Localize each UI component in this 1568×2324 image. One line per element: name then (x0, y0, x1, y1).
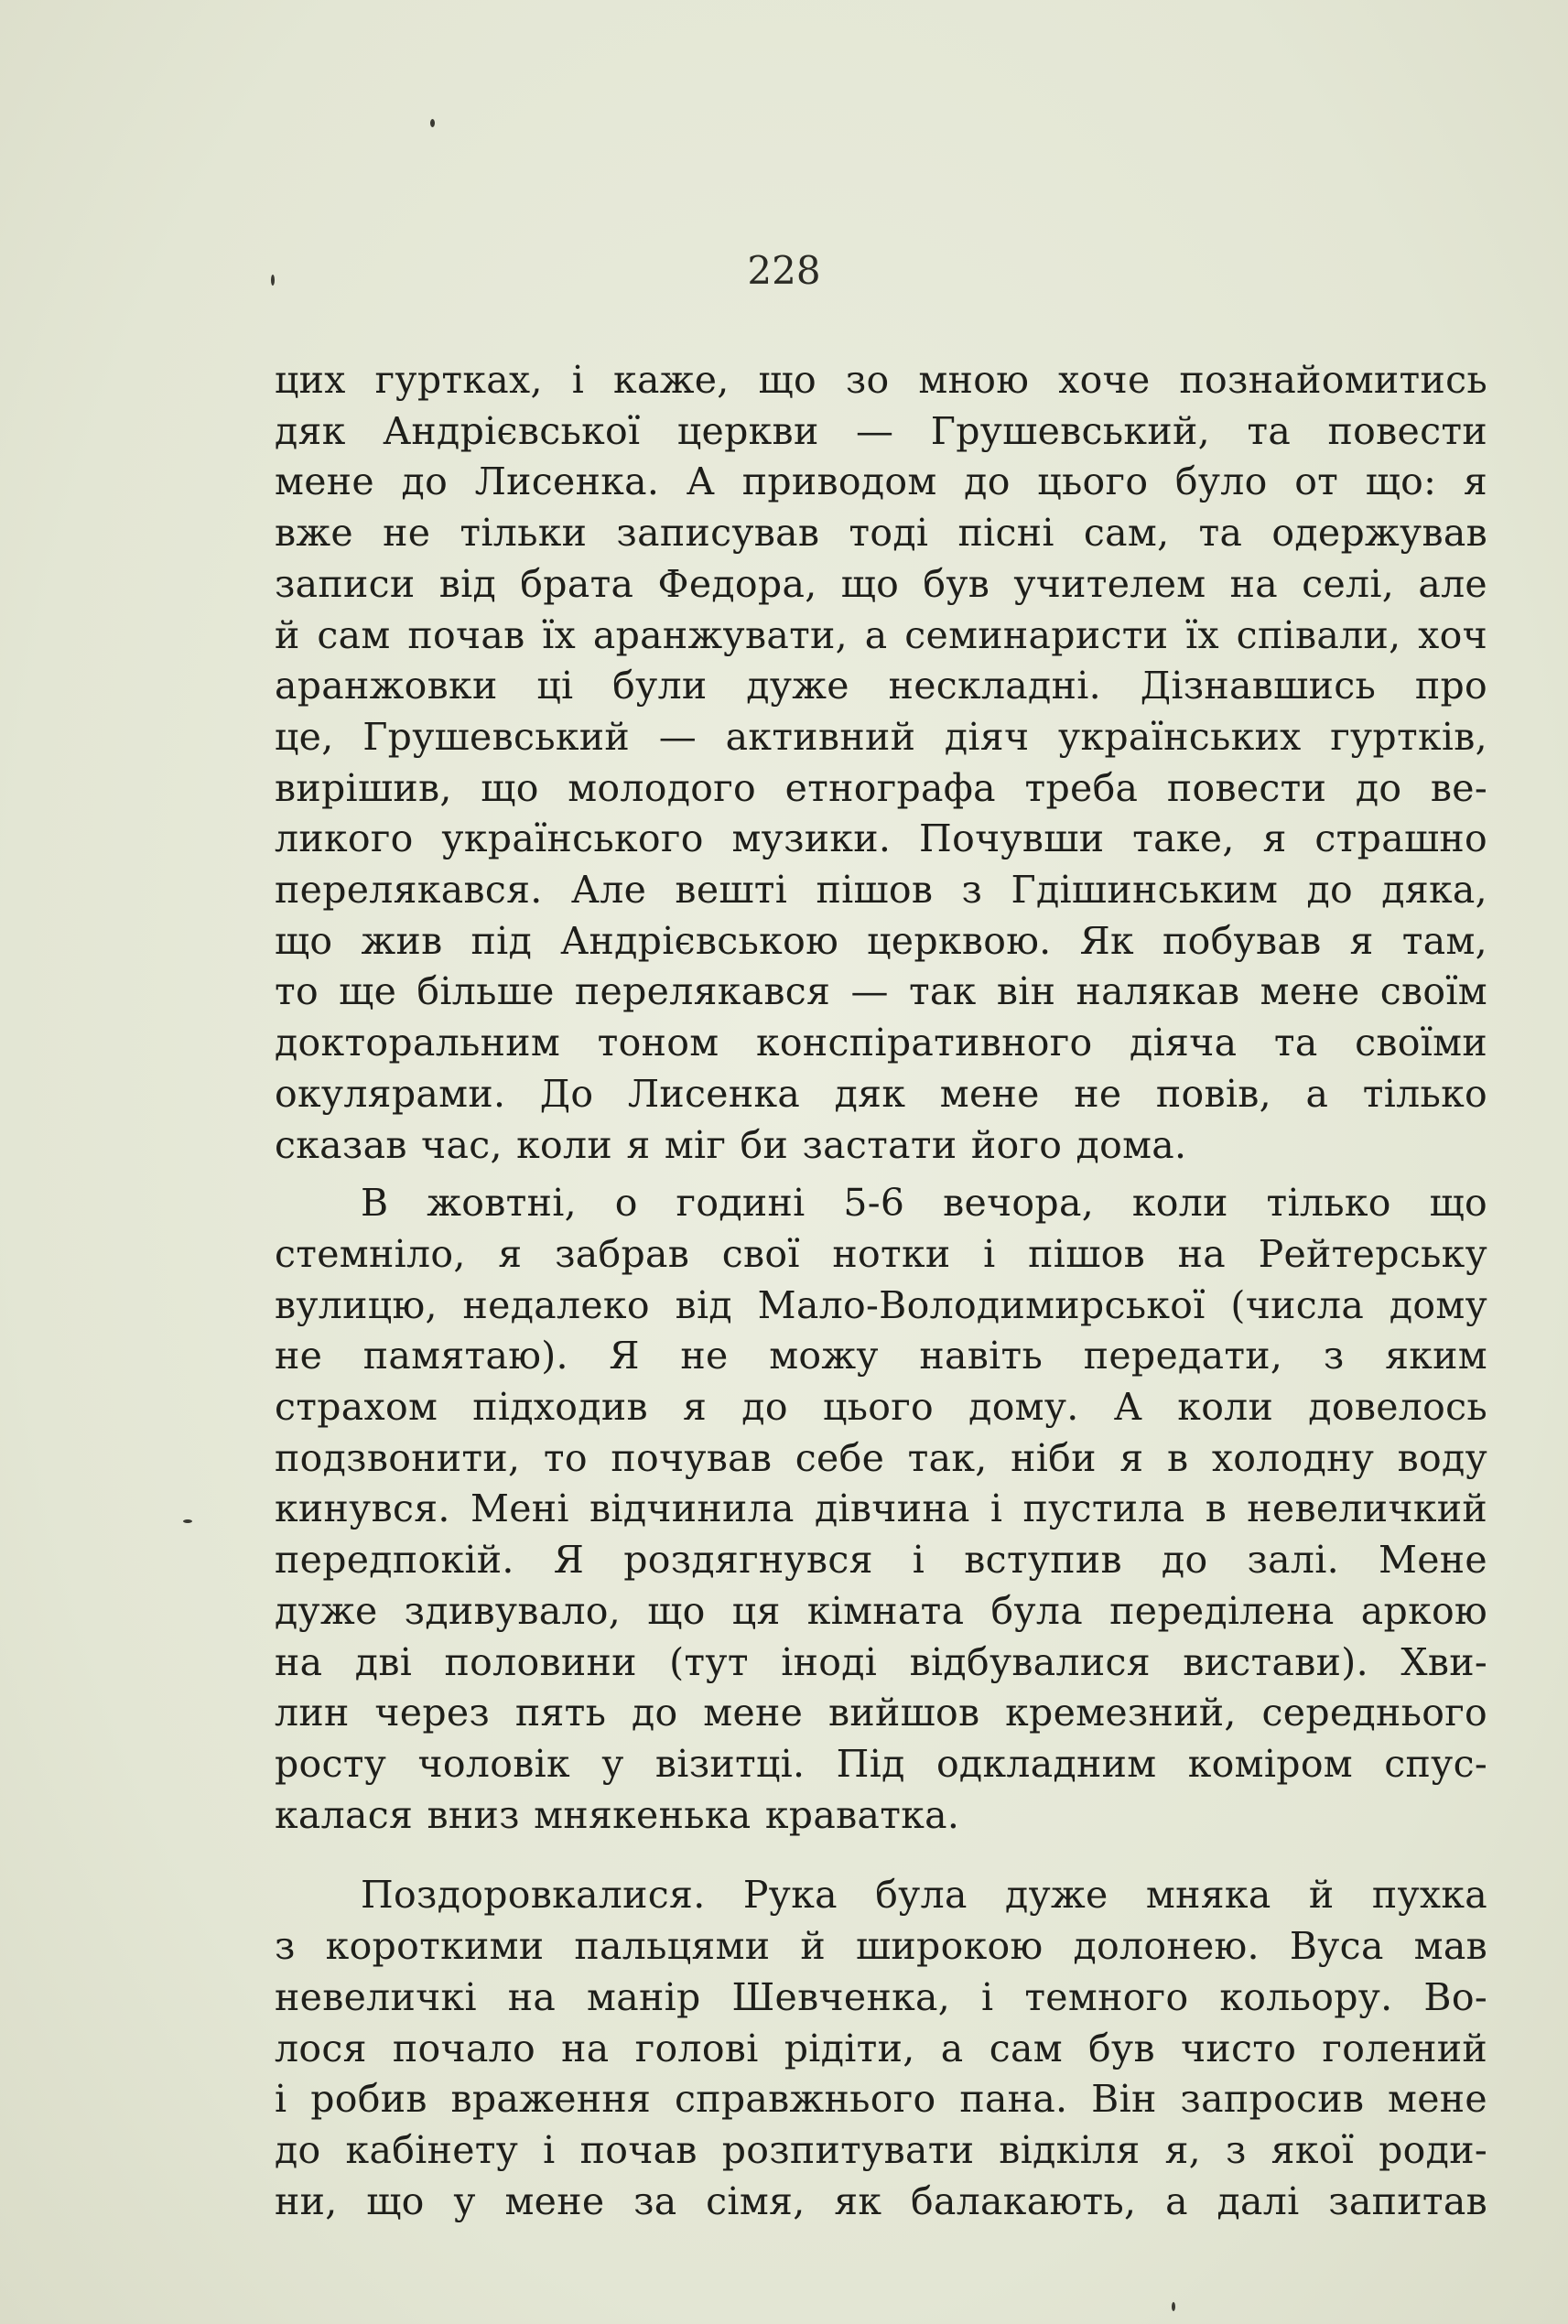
paragraph-3 (275, 1870, 1487, 2227)
text-line: записи від брата Федора, що був учителем на селі, але (275, 561, 1487, 606)
scan-speck (430, 119, 435, 127)
text-line: то ще більше перелякався — так він налякав мене своїм (275, 969, 1487, 1014)
text-line: мене до Лисенка. А приводом до цього було от що: я (275, 459, 1487, 504)
text-line: невеличкі на манір Шевченка, і темного кольору. Во- (275, 1974, 1487, 2019)
text-line: передпокій. Я роздягнувся і вступив до залі. Мене (275, 1538, 1487, 1583)
text-line: цих гуртках, і каже, що зо мною хоче познайомитись (275, 358, 1487, 402)
text-line: не памятаю). Я не можу навіть передати, з яким (275, 1334, 1487, 1378)
text-line: вирішив, що молодого етнографа треба повести до ве- (275, 765, 1487, 810)
text-line: Поздоровкалися. Рука була дуже мняка й пухка (361, 1873, 1487, 1918)
text-line: ни, що у мене за сімя, як балакають, а далі запитав (275, 2178, 1487, 2223)
text-line: й сам почав їх аранжувати, а семинаристи їх співали, хоч (275, 612, 1487, 657)
text-line: що жив під Андрієвською церквою. Як побував я там, (275, 918, 1487, 963)
text-line: ликого українського музики. Почувши таке, я страшно (275, 816, 1487, 861)
text-line: подзвонити, то почував себе так, ніби я в холодну воду (275, 1435, 1487, 1480)
text-line: аранжовки ці були дуже нескладні. Дізнавшись про (275, 664, 1487, 708)
text-line: перелякався. Але вешті пішов з Гдішинським до дяка, (275, 868, 1487, 913)
paragraph-2 (275, 1178, 1487, 1841)
text-line: з короткими пальцями й широкою долонею. Вуса мав (275, 1924, 1487, 1969)
scan-speck (1172, 2302, 1175, 2311)
text-line: і робив враження справжнього пана. Він запросив мене (275, 2077, 1487, 2122)
text-line: лин через пять до мене вийшов кремезний, середнього (275, 1691, 1487, 1735)
text-line: сказав час, коли я міг би застати його дома. (275, 1122, 1187, 1167)
text-line: кинувся. Мені відчинила дівчина і пустила в невеличкий (275, 1486, 1487, 1531)
scan-speck (183, 1519, 192, 1523)
text-line: дуже здивувало, що ця кімната була переділена аркою (275, 1588, 1487, 1633)
page-number: 228 (747, 248, 821, 293)
text-line: окулярами. До Лисенка дяк мене не повів, а тілько (275, 1071, 1487, 1116)
text-line: лося почало на голові рідіти, а сам був чисто голений (275, 2026, 1487, 2070)
text-line: росту чоловік у візитці. Під одкладним коміром спус- (275, 1741, 1487, 1786)
text-line: вже не тільки записував тоді пісні сам, та одержував (275, 511, 1487, 556)
body-text (275, 355, 1487, 2227)
text-line: дяк Андрієвської церкви — Грушевський, та повести (275, 408, 1487, 453)
text-line: вулицю, недалеко від Мало-Володимирської (числа дому (275, 1282, 1487, 1327)
text-line: страхом підходив я до цього дому. А коли довелось (275, 1385, 1487, 1430)
text-line: до кабінету і почав розпитувати відкіля я, з якої роди- (275, 2127, 1487, 2172)
paragraph-1 (275, 355, 1487, 1171)
text-line: В жовтні, о годині 5-6 вечора, коли тілько що (361, 1181, 1487, 1226)
text-line: це, Грушевський — активний діяч українських гуртків, (275, 714, 1487, 759)
text-line: докторальним тоном конспіративного діяча та своїми (275, 1021, 1487, 1065)
text-line: на дві половини (тут іноді відбувалися вистави). Хви- (275, 1639, 1487, 1684)
text-line: стемніло, я забрав свої нотки і пішов на Рейтерську (275, 1231, 1487, 1276)
text-line: калася вниз мнякенька краватка. (275, 1792, 960, 1837)
